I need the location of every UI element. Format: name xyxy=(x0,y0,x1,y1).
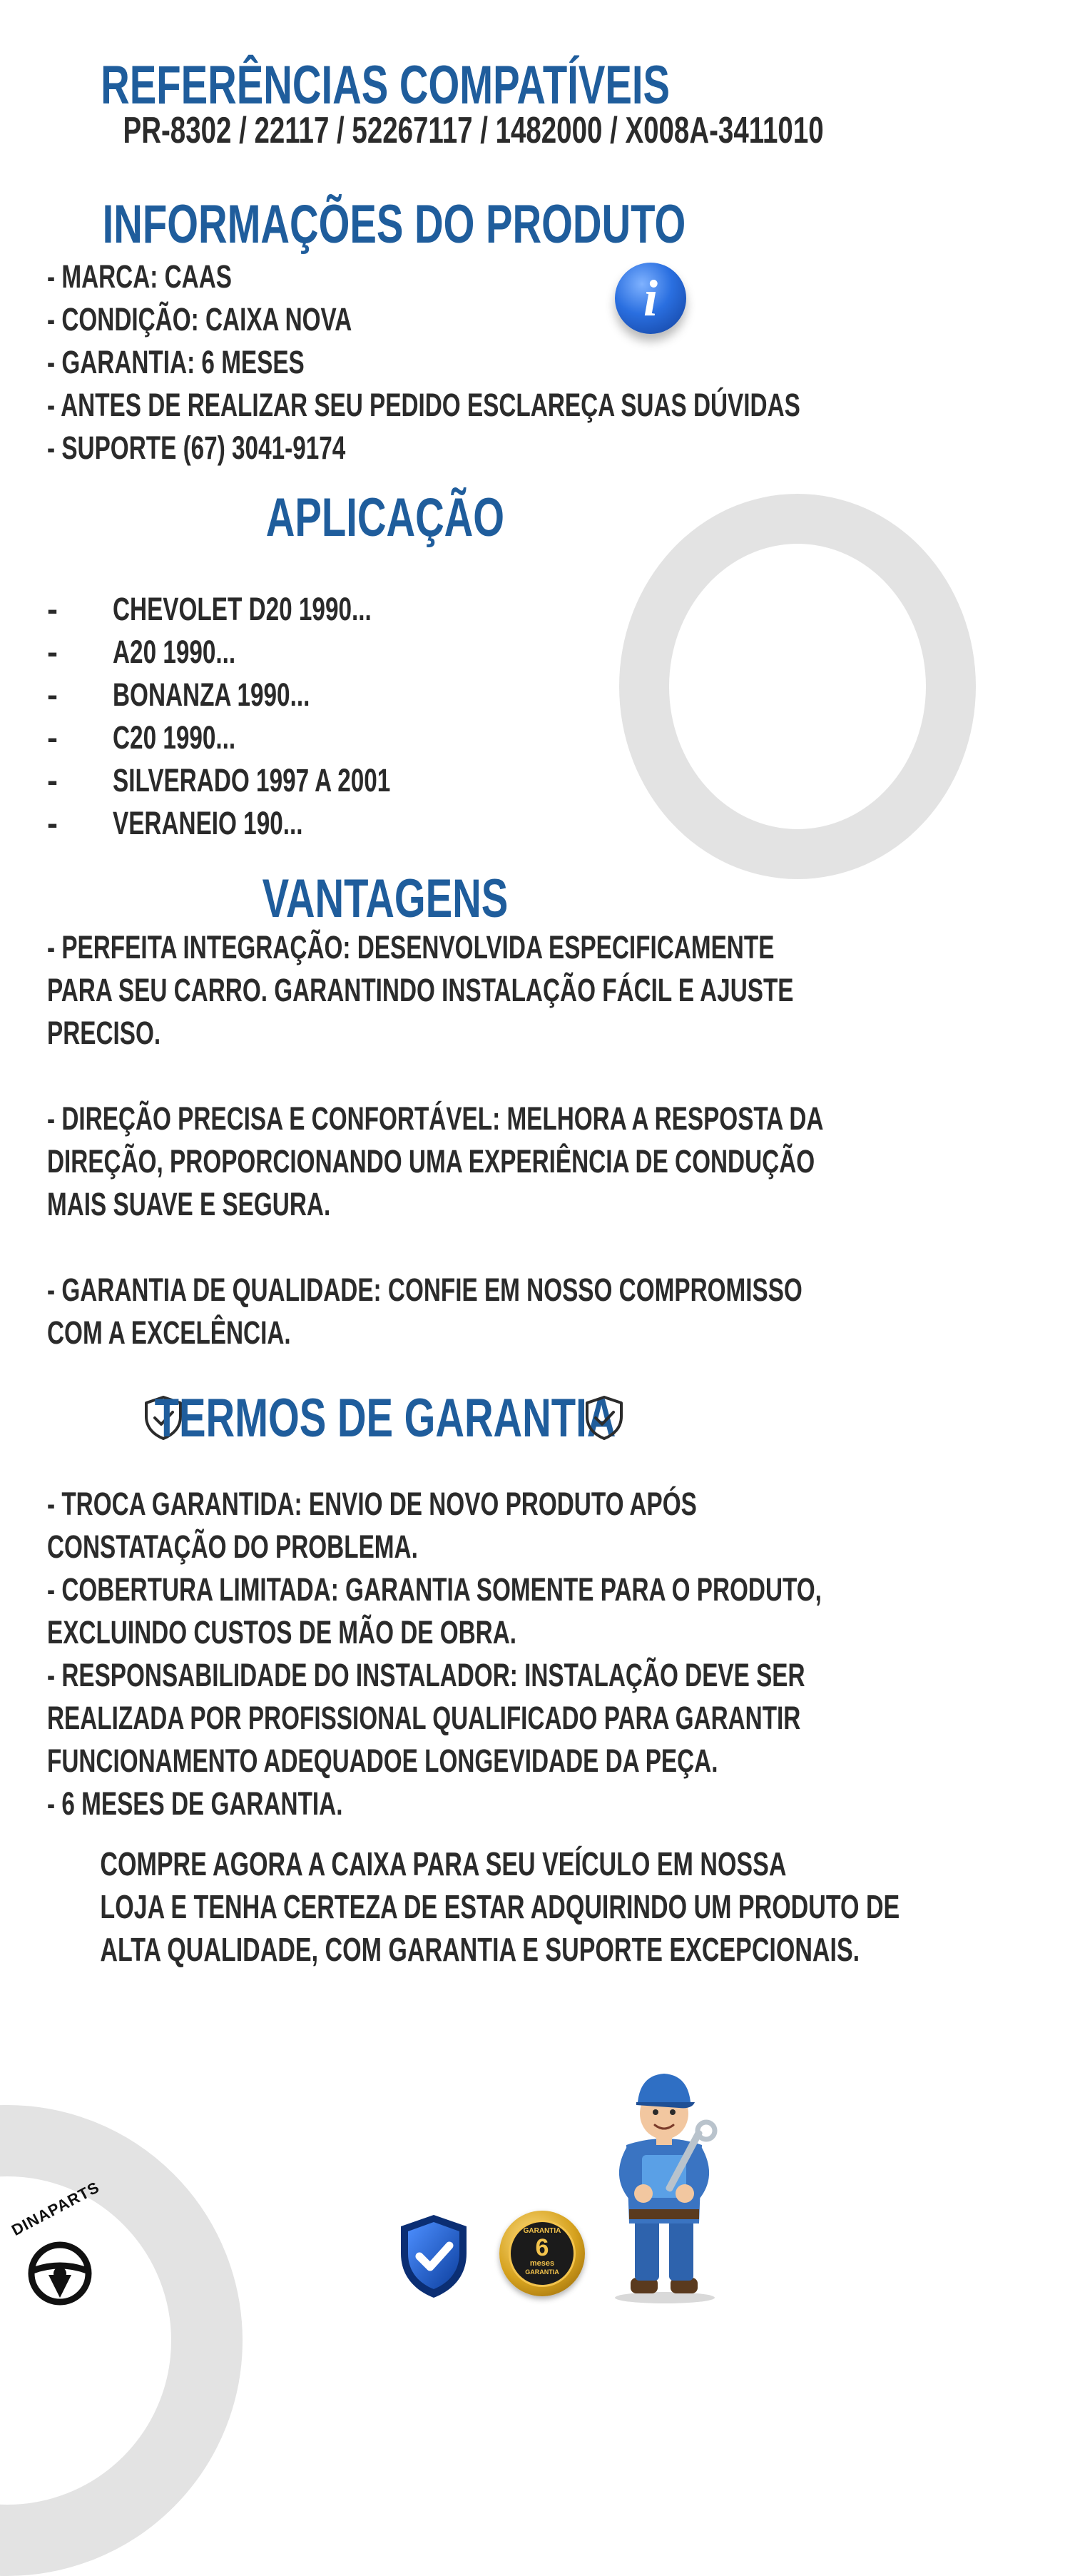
product-info-support: - SUPORTE (67) 3041-9174 xyxy=(47,430,346,466)
product-info-advice: - ANTES DE REALIZAR SEU PEDIDO ESCLAREÇA SUAS DÚVIDAS xyxy=(47,387,800,423)
advantage-quality: - GARANTIA DE QUALIDADE: CONFIE EM NOSSO COMPROMISSO COM A EXCELÊNCIA. xyxy=(47,1272,802,1351)
warranty-line: FUNCIONAMENTO ADEQUADOE LONGEVIDADE DA PEÇA. xyxy=(47,1743,718,1779)
mechanic-mascot-illustration xyxy=(601,2048,728,2305)
application-item: A20 1990... xyxy=(113,634,236,670)
product-info-condition: - CONDIÇÃO: CAIXA NOVA xyxy=(47,301,352,338)
warranty-line: REALIZADA POR PROFISSIONAL QUALIFICADO PARA GARANTIR xyxy=(47,1700,801,1736)
advantages-title: VANTAGENS xyxy=(262,868,509,929)
warranty-line: - 6 MESES DE GARANTIA. xyxy=(47,1785,343,1822)
warranty-line: EXCLUINDO CUSTOS DE MÃO DE OBRA. xyxy=(47,1614,517,1650)
seal-unit: meses xyxy=(529,2259,555,2268)
advantage-steering: - DIREÇÃO PRECISA E CONFORTÁVEL: MELHORA A RESPOSTA DA DIREÇÃO, PROPORCIONANDO UMA EXPERIÊNCIA DE CONDUÇÃO MAIS SUAVE E SEGURA. xyxy=(47,1100,824,1222)
product-info-title: INFORMAÇÕES DO PRODUTO xyxy=(102,194,686,255)
decor-arc-right xyxy=(619,494,976,879)
application-item: BONANZA 1990... xyxy=(113,676,310,713)
warranty-terms-title: TERMOS DE GARANTIA xyxy=(154,1388,616,1449)
seal-top-text: GARANTIA xyxy=(523,2227,561,2235)
application-bullet: - xyxy=(47,634,58,670)
application-item: VERANEIO 190... xyxy=(113,805,303,841)
application-bullet: - xyxy=(47,762,58,798)
application-bullet: - xyxy=(47,676,58,713)
warranty-line: - COBERTURA LIMITADA: GARANTIA SOMENTE PARA O PRODUTO, xyxy=(47,1571,822,1608)
info-icon: i xyxy=(615,263,686,334)
seal-number: 6 xyxy=(535,2234,549,2261)
warranty-terms-list xyxy=(47,1483,822,1825)
warranty-seal-badge xyxy=(499,2211,585,2296)
product-info-brand: - MARCA: CAAS xyxy=(47,258,232,295)
warranty-line: - TROCA GARANTIDA: ENVIO DE NOVO PRODUTO APÓS xyxy=(47,1486,697,1522)
decor-arc-bottom-left xyxy=(0,2105,243,2576)
application-item: C20 1990... xyxy=(113,719,236,756)
product-info-warranty: - GARANTIA: 6 MESES xyxy=(47,344,305,380)
references-title: REFERÊNCIAS COMPATÍVEIS xyxy=(101,55,670,116)
advantage-integration: - PERFEITA INTEGRAÇÃO: DESENVOLVIDA ESPECIFICAMENTE PARA SEU CARRO. GARANTINDO INSTALAÇÃO FÁCIL E AJUSTE PRECISO. xyxy=(47,929,794,1051)
brand-logo-text: DINAPARTS xyxy=(9,2178,103,2240)
references-codes: PR-8302 / 22117 / 52267117 / 1482000 / X008A-3411010 xyxy=(123,110,824,151)
application-bullet: - xyxy=(47,805,58,841)
application-item: SILVERADO 1997 A 2001 xyxy=(113,762,391,798)
call-to-action: COMPRE AGORA A CAIXA PARA SEU VEÍCULO EM NOSSA LOJA E TENHA CERTEZA DE ESTAR ADQUIRINDO UM PRODUTO DE ALTA QUALIDADE, COM GARANTIA E SUPORTE EXCEPCIONAIS. xyxy=(100,1845,900,1968)
application-item: CHEVOLET D20 1990... xyxy=(113,591,372,627)
application-bullet: - xyxy=(47,719,58,756)
blue-shield-check-icon xyxy=(397,2212,471,2301)
shield-check-icon xyxy=(584,1395,625,1441)
warranty-line: CONSTATAÇÃO DO PROBLEMA. xyxy=(47,1528,418,1565)
seal-bottom-text: GARANTIA xyxy=(525,2268,559,2276)
application-bullet: - xyxy=(47,591,58,627)
warranty-line: - RESPONSABILIDADE DO INSTALADOR: INSTALAÇÃO DEVE SER xyxy=(47,1657,805,1693)
application-title: APLICAÇÃO xyxy=(265,487,505,548)
brand-logo xyxy=(4,2178,111,2312)
